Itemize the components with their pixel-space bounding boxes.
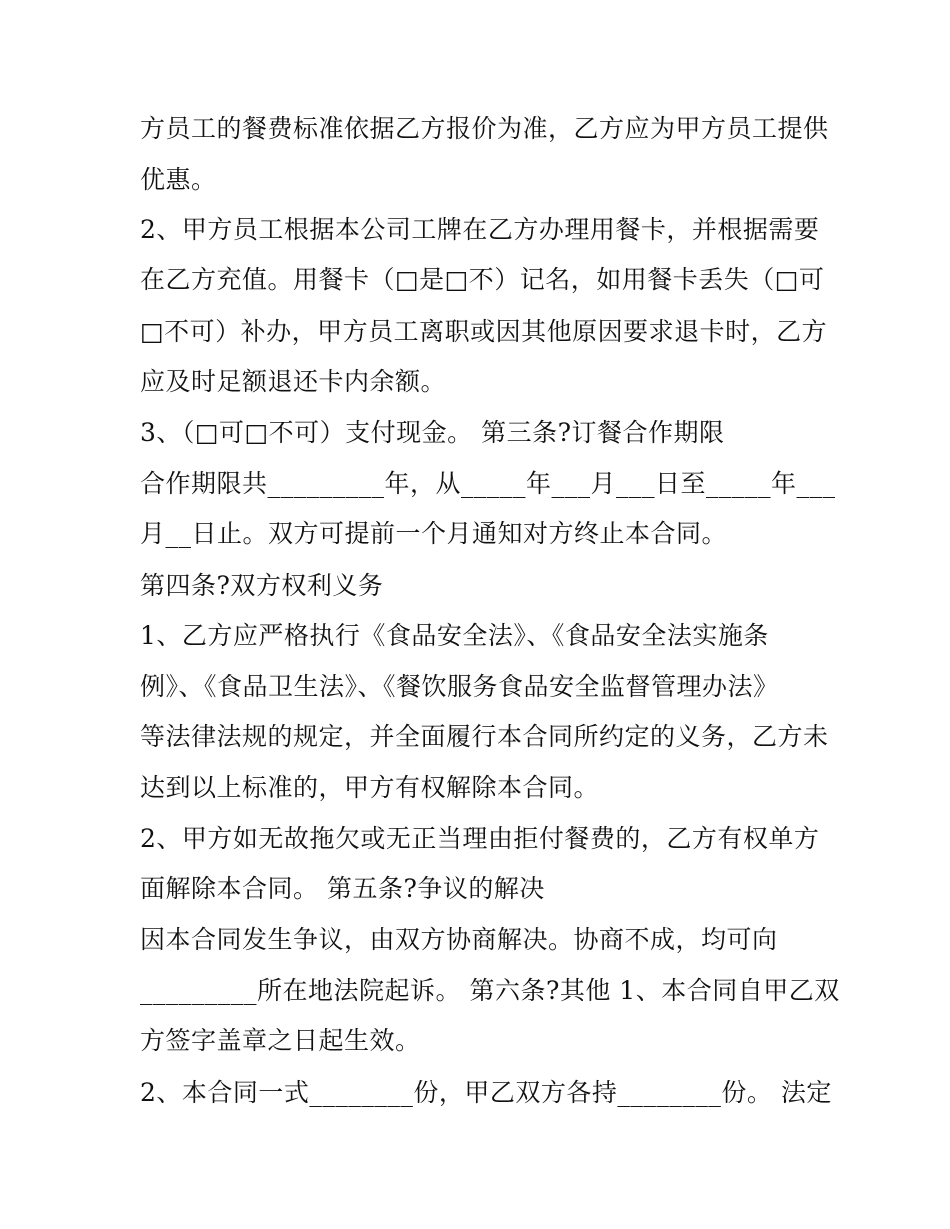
text-line: 2、本合同一式________份，甲乙双方各持________份。 法定: [140, 1078, 832, 1107]
text-line: 1、乙方应严格执行《食品安全法》、《食品安全法实施条: [140, 621, 769, 650]
text-line: 2、甲方员工根据本公司工牌在乙方办理用餐卡，并根据需要: [140, 215, 820, 244]
text-line: 在乙方充值。用餐卡（□是□不）记名，如用餐卡丢失（□可: [140, 265, 825, 294]
text-line: _________所在地法院起诉。 第六条?其他 1、本合同自甲乙双: [140, 976, 840, 1005]
text-line: 优惠。: [140, 165, 217, 194]
text-line: 方签字盖章之日起生效。: [140, 1026, 421, 1055]
text-line: □不可）补办，甲方员工离职或因其他原因要求退卡时，乙方: [140, 317, 828, 346]
text-line: 等法律法规的规定，并全面履行本合同所约定的义务，乙方未: [140, 722, 829, 751]
text-line: 例》、《食品卫生法》、《餐饮服务食品安全监督管理办法》: [140, 672, 779, 701]
text-line: 因本合同发生争议，由双方协商解决。协商不成，均可向: [140, 925, 778, 954]
text-line: 2、甲方如无故拖欠或无正当理由拒付餐费的，乙方有权单方: [140, 824, 820, 853]
text-line: 方员工的餐费标准依据乙方报价为准，乙方应为甲方员工提供: [140, 114, 829, 143]
text-line: 面解除本合同。 第五条?争议的解决: [140, 874, 545, 903]
text-line: 达到以上标准的，甲方有权解除本合同。: [140, 773, 600, 802]
text-line: 月__日止。双方可提前一个月通知对方终止本合同。: [140, 519, 728, 548]
text-line: 3、（□可□不可）支付现金。 第三条?订餐合作期限: [140, 418, 725, 447]
text-line: 应及时足额退还卡内余额。: [140, 367, 447, 396]
section-heading: 第四条?双方权利义务: [140, 571, 384, 600]
text-line: 合作期限共_________年，从_____年___月___日至_____年___: [140, 469, 836, 498]
